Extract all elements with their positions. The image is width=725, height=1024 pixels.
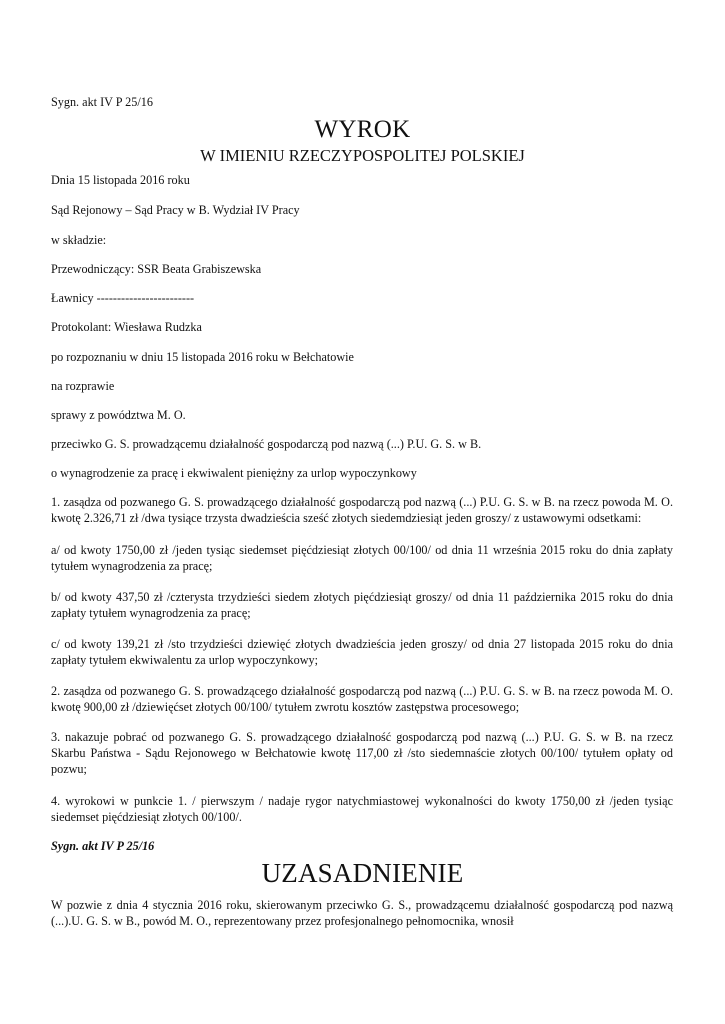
hearing-date: po rozpoznaniu w dniu 15 listopada 2016 roku w Bełchatowie bbox=[51, 350, 354, 364]
ruling-point-3: 3. nakazuje pobrać od pozwanego G. S. prowadzącego działalność gospodarczą pod nazwą (...) P.U. G. S. w B. na rzecz Skarbu Państwa - Sądu Rejonowego w Bełchatowie kwotę 117,00 zł /sto siedemnaście złotych 00/100/ tytułem opłaty od pozwu; bbox=[51, 730, 673, 776]
court-clerk: Protokolant: Wiesława Rudzka bbox=[51, 320, 202, 334]
claim-subject: o wynagrodzenie za pracę i ekwiwalent pieniężny za urlop wypoczynkowy bbox=[51, 466, 417, 480]
case-signature-bottom: Sygn. akt IV P 25/16 bbox=[51, 839, 155, 853]
composition-label: w składzie: bbox=[51, 233, 107, 247]
hearing-type: na rozprawie bbox=[51, 379, 115, 393]
case-signature: Sygn. akt IV P 25/16 bbox=[51, 95, 153, 109]
ruling-point-1b: b/ od kwoty 437,50 zł /czterysta trzydzieści siedem złotych pięćdziesiąt groszy/ od dnia 11 października 2015 roku do dnia zapłaty tytułem wynagrodzenia za pracę; bbox=[51, 590, 673, 620]
presiding-judge: Przewodniczący: SSR Beata Grabiszewska bbox=[51, 262, 262, 276]
judgment-subtitle: W IMIENIU RZECZYPOSPOLITEJ POLSKIEJ bbox=[200, 146, 525, 165]
defendant: przeciwko G. S. prowadzącemu działalność gospodarczą pod nazwą (...) P.U. G. S. w B. bbox=[51, 437, 482, 451]
ruling-point-1c: c/ od kwoty 139,21 zł /sto trzydzieści dziewięć złotych dwadzieścia jeden groszy/ od dnia 27 listopada 2015 roku do dnia zapłaty tytułem ekwiwalentu za urlop wypoczynkowy; bbox=[51, 637, 673, 667]
justification-text: W pozwie z dnia 4 stycznia 2016 roku, skierowanym przeciwko G. S., prowadzącemu działalność gospodarczą pod nazwą (...).U. G. S. w B., powód M. O., reprezentowany przez profesjonalnego pełnomocnika, wnosił bbox=[51, 898, 673, 928]
plaintiff: sprawy z powództwa M. O. bbox=[51, 408, 186, 422]
ruling-point-1a: a/ od kwoty 1750,00 zł /jeden tysiąc siedemset pięćdziesiąt złotych 00/100/ od dnia 11 września 2015 roku do dnia zapłaty tytułem wynagrodzenia za pracę; bbox=[51, 543, 673, 573]
justification-title: UZASADNIENIE bbox=[261, 858, 464, 888]
ruling-point-1: 1. zasądza od pozwanego G. S. prowadzącego działalność gospodarczą pod nazwą (...) P.U. G. S. w B. na rzecz powoda M. O. kwotę 2.326,71 zł /dwa tysiące trzysta dwadzieścia sześć złotych siedemdziesiąt jeden groszy/ z ustawowymi odsetkami: bbox=[51, 495, 673, 525]
court-name: Sąd Rejonowy – Sąd Pracy w B. Wydział IV Pracy bbox=[51, 203, 300, 217]
ruling-point-4: 4. wyrokowi w punkcie 1. / pierwszym / nadaje rygor natychmiastowej wykonalności do kwoty 1750,00 zł /jeden tysiąc siedemset pięćdziesiąt złotych 00/100/. bbox=[51, 794, 673, 824]
lay-judges: Ławnicy ------------------------ bbox=[51, 291, 195, 305]
ruling-point-2: 2. zasądza od pozwanego G. S. prowadzącego działalność gospodarczą pod nazwą (...) P.U. G. S. w B. na rzecz powoda M. O. kwotę 900,00 zł /dziewięćset złotych 00/100/ tytułem zwrotu kosztów zastępstwa procesowego; bbox=[51, 684, 673, 714]
judgment-date: Dnia 15 listopada 2016 roku bbox=[51, 173, 190, 187]
judgment-title: WYROK bbox=[314, 116, 411, 143]
